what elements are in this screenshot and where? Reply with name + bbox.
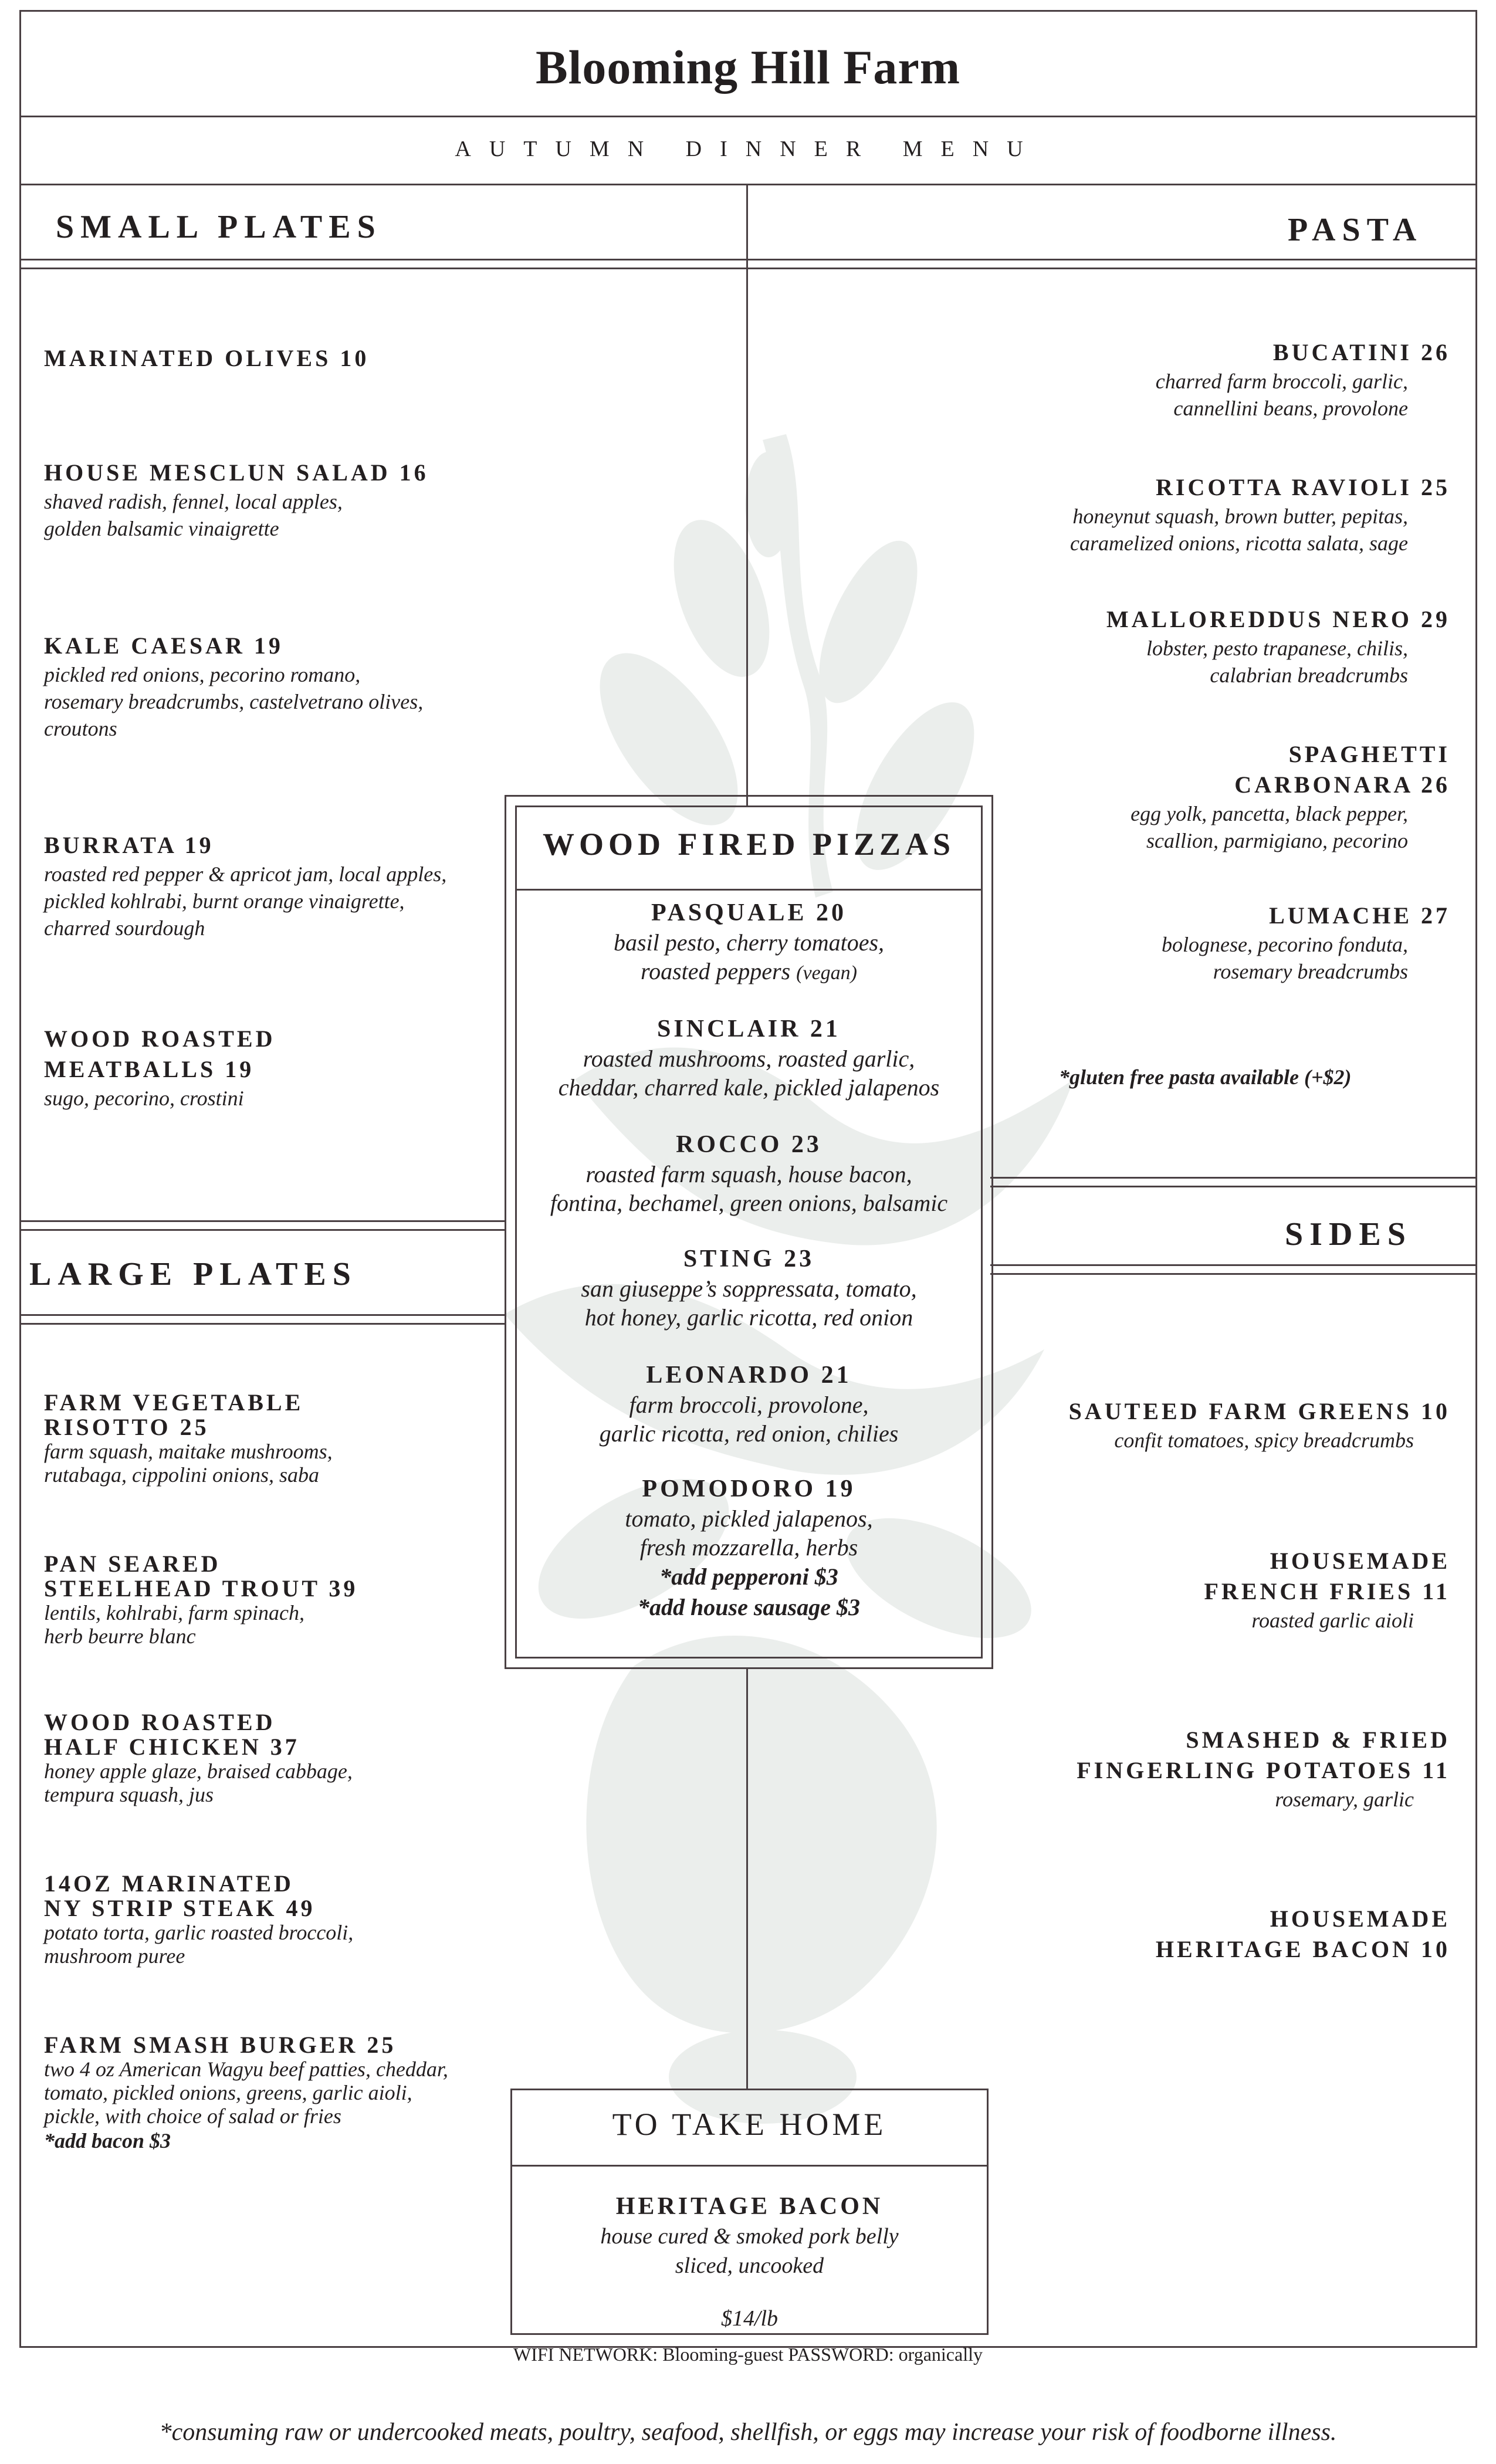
item-description: rosemary, garlic (1275, 1788, 1414, 1811)
item-description: charred farm broccoli, garlic, cannellini beans, provolone (1155, 370, 1408, 420)
take-home-heritage-bacon (510, 2191, 989, 2332)
item-name: MARINATED OLIVES 10 (44, 345, 370, 371)
item-description: honeynut squash, brown butter, pepitas, caramelized onions, ricotta salata, sage (1070, 505, 1408, 555)
item-description: roasted mushrooms, roasted garlic, cheddar, charred kale, pickled jalapenos (558, 1045, 940, 1101)
pizza-pomodoro (516, 1474, 981, 1623)
pizza-description-text: basil pesto, cherry tomatoes, roasted peppers (613, 929, 885, 984)
item-description: farm broccoli, provolone, garlic ricotta, red onion, chilies (599, 1392, 899, 1447)
side-housemade-french-fries (981, 1546, 1450, 1634)
item-name: ROCCO 23 (676, 1131, 822, 1158)
restaurant-title: Blooming Hill Farm (535, 40, 961, 94)
item-name: SMASHED & FRIED FINGERLING POTATOES 11 (1077, 1727, 1450, 1783)
menu-item-lumache (922, 901, 1450, 985)
menu-item-farm-smash-burger (44, 2033, 448, 2154)
item-description: sugo, pecorino, crostini (44, 1087, 244, 1110)
item-name: WOOD ROASTED MEATBALLS 19 (44, 1025, 276, 1082)
menu-item-pan-seared-steelhead-trout (44, 1552, 358, 1648)
item-name: SPAGHETTI CARBONARA 26 (1234, 741, 1450, 798)
sides-rule (990, 1186, 1477, 1187)
header-divider (19, 116, 1477, 117)
item-description: house cured & smoked pork belly sliced, uncooked (600, 2224, 899, 2278)
gluten-free-note: *gluten free pasta available (+$2) (1059, 1065, 1352, 1089)
pizza-add-ons: *add pepperoni $3 *add house sausage $3 (638, 1563, 860, 1620)
menu-item-house-mesclun-salad (44, 458, 429, 542)
small-plates-rule (19, 268, 747, 269)
take-home-price: $14/lb (720, 2306, 779, 2331)
side-sauteed-farm-greens (981, 1396, 1450, 1454)
item-description: egg yolk, pancetta, black pepper, scallion, parmigiano, pecorino (1131, 802, 1408, 852)
burger-add-on: *add bacon $3 (44, 2129, 171, 2152)
menu-subtitle: AUTUMN DINNER MENU (455, 137, 1041, 161)
item-description: honey apple glaze, braised cabbage, tempura squash, jus (44, 1759, 353, 1806)
sides-heading: SIDES (1285, 1216, 1412, 1253)
item-name: LEONARDO 21 (646, 1362, 852, 1389)
pasta-rule (746, 259, 1477, 260)
item-description: tomato, pickled jalapenos, fresh mozzarella, herbs (625, 1505, 873, 1561)
item-name: 14OZ MARINATED NY STRIP STEAK 49 (44, 1870, 316, 1921)
item-description (516, 928, 981, 987)
sides-rule (990, 1177, 1477, 1179)
pizza-heading-divider (515, 889, 983, 891)
item-description: lentils, kohlrabi, farm spinach, herb beurre blanc (44, 1601, 304, 1648)
pizza-rocco (516, 1129, 981, 1217)
food-safety-disclaimer: *consuming raw or undercooked meats, poultry, seafood, shellfish, or eggs may increase your risk of foodborne illness. (159, 2419, 1337, 2446)
menu-item-wood-roasted-meatballs (44, 1024, 276, 1112)
small-plates-rule (19, 259, 747, 260)
menu-item-marinated-olives (44, 343, 369, 374)
item-description: confit tomatoes, spicy breadcrumbs (1114, 1429, 1414, 1452)
menu-item-kale-caesar (44, 631, 423, 742)
pizzas-heading: WOOD FIRED PIZZAS (542, 827, 956, 862)
menu-item-ricotta-ravioli (922, 472, 1450, 557)
side-smashed-fried-fingerling-potatoes (981, 1725, 1450, 1813)
sides-rule (990, 1273, 1477, 1275)
menu-item-burrata (44, 830, 446, 942)
pizza-sting (516, 1244, 981, 1332)
take-home-divider (510, 2165, 989, 2167)
item-description: san giuseppe’s soppressata, tomato, hot honey, garlic ricotta, red onion (581, 1275, 917, 1331)
large-plates-rule (19, 1220, 506, 1222)
sides-rule (990, 1264, 1477, 1266)
item-description: bolognese, pecorino fonduta, rosemary breadcrumbs (1162, 933, 1408, 983)
item-name: FARM VEGETABLE RISOTTO 25 (44, 1389, 304, 1440)
item-name: LUMACHE 27 (1269, 902, 1450, 929)
item-description: roasted farm squash, house bacon, fontina, bechamel, green onions, balsamic (550, 1161, 948, 1216)
item-name: POMODORO 19 (642, 1475, 856, 1502)
pizza-pasquale (516, 898, 981, 987)
item-description: lobster, pesto trapanese, chilis, calabrian breadcrumbs (1146, 637, 1408, 687)
item-name: BUCATINI 26 (1272, 339, 1450, 365)
item-name: KALE CAESAR 19 (44, 632, 283, 659)
item-description: two 4 oz American Wagyu beef patties, cheddar, tomato, pickled onions, greens, garlic aioli, pickle, with choice of salad or fries (44, 2057, 448, 2128)
take-home-heading: TO TAKE HOME (612, 2107, 887, 2142)
item-name: HOUSEMADE FRENCH FRIES 11 (1204, 1548, 1450, 1605)
item-name: HOUSE MESCLUN SALAD 16 (44, 459, 429, 486)
large-plates-heading: LARGE PLATES (29, 1256, 357, 1292)
menu-item-ny-strip-steak (44, 1871, 353, 1968)
menu-item-spaghetti-carbonara (922, 739, 1450, 854)
large-plates-rule (19, 1229, 506, 1231)
pizza-sinclair (516, 1014, 981, 1102)
item-description: roasted garlic aioli (1251, 1609, 1414, 1632)
large-plates-rule (19, 1323, 506, 1325)
item-name: PAN SEARED STEELHEAD TROUT 39 (44, 1551, 358, 1602)
subtitle-divider (19, 184, 1477, 185)
item-description: roasted red pepper & apricot jam, local apples, pickled kohlrabi, burnt orange vinaigrette, charred sourdough (44, 862, 447, 940)
item-name: HOUSEMADE HERITAGE BACON 10 (1155, 1905, 1450, 1962)
item-description: pickled red onions, pecorino romano, rosemary breadcrumbs, castelvetrano olives, croutons (44, 663, 424, 740)
menu-item-farm-vegetable-risotto (44, 1390, 333, 1487)
item-name: MALLOREDDUS NERO 29 (1106, 606, 1450, 632)
item-name: SAUTEED FARM GREENS 10 (1068, 1398, 1450, 1424)
item-name: RICOTTA RAVIOLI 25 (1156, 474, 1450, 500)
item-name: WOOD ROASTED HALF CHICKEN 37 (44, 1709, 300, 1760)
small-plates-heading: SMALL PLATES (56, 209, 382, 245)
menu-item-malloreddus-nero (922, 604, 1450, 689)
pasta-rule (746, 268, 1477, 269)
pizza-leonardo (516, 1360, 981, 1448)
item-name: HERITAGE BACON (615, 2193, 884, 2220)
item-name: STING 23 (683, 1245, 815, 1272)
center-rule-lower (746, 1667, 748, 2090)
wifi-info: WIFI NETWORK: Blooming-guest PASSWORD: organically (513, 2344, 983, 2365)
menu-item-bucatini (922, 337, 1450, 422)
item-description: farm squash, maitake mushrooms, rutabaga, cippolini onions, saba (44, 1440, 333, 1487)
item-description: shaved radish, fennel, local apples, golden balsamic vinaigrette (44, 490, 343, 540)
menu-item-wood-roasted-half-chicken (44, 1710, 353, 1806)
side-housemade-heritage-bacon (981, 1904, 1450, 1965)
center-rule-upper (746, 185, 748, 807)
item-name: FARM SMASH BURGER 25 (44, 2032, 397, 2058)
item-description: potato torta, garlic roasted broccoli, mushroom puree (44, 1921, 354, 1968)
large-plates-rule (19, 1314, 506, 1316)
item-name: SINCLAIR 21 (657, 1016, 841, 1043)
item-name: PASQUALE 20 (651, 899, 847, 926)
pasta-heading: PASTA (1288, 212, 1423, 248)
vegan-tag: (vegan) (796, 962, 857, 984)
item-name: BURRATA 19 (44, 832, 214, 858)
